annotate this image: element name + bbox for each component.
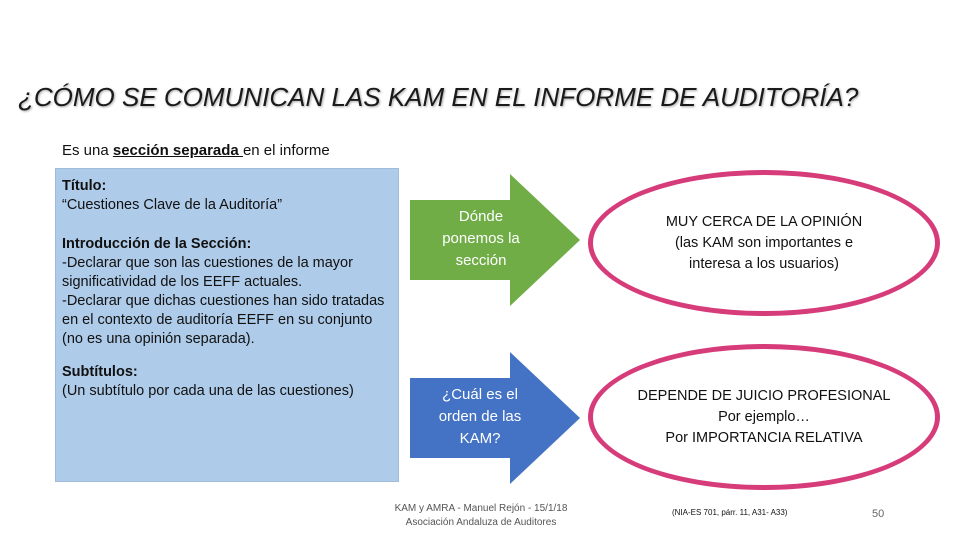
footer-line-2: Asociación Andaluza de Auditores [405, 517, 557, 528]
footer-line-1: KAM y AMRA - Manuel Rejón - 15/1/18 [394, 503, 568, 514]
order-arrow [410, 352, 580, 484]
section-intro-label: Introducción de la Sección: [62, 236, 252, 252]
slide-subtitle [62, 142, 330, 159]
subtitle-suffix: en el informe [242, 142, 330, 159]
where-arrow-label: Dónde ponemos la sección [442, 208, 520, 269]
section-subtitles-text: (Un subtítulo por cada una de las cuestiones) [62, 383, 354, 399]
section-subtitles-block [62, 363, 392, 401]
section-intro-text: -Declarar que son las cuestiones de la mayor significatividad de los EEFF actuales. -Declarar que dichas cuestiones han sido tratadas en el contexto de auditoría EEFF en su conjunto (no es una opinión separada). [62, 255, 385, 347]
where-arrow [410, 174, 580, 306]
report-structure-box [55, 168, 399, 482]
subtitle-prefix: Es una [62, 142, 113, 159]
section-title-text: “Cuestiones Clave de la Auditoría” [62, 197, 283, 213]
order-arrow-label: ¿Cuál es el orden de las KAM? [438, 386, 522, 447]
section-title-block [62, 177, 392, 215]
slide-title: ¿CÓMO SE COMUNICAN LAS KAM EN EL INFORME DE AUDITORÍA? [18, 82, 859, 112]
near-opinion-text: MUY CERCA DE LA OPINIÓN (las KAM son importantes e interesa a los usuarios) [665, 213, 863, 272]
section-title-label: Título: [62, 178, 107, 194]
professional-judgement-ellipse [588, 344, 940, 490]
section-subtitles-label: Subtítulos: [62, 364, 138, 380]
page-number: 50 [872, 508, 885, 520]
section-intro-block [62, 235, 392, 349]
subtitle-underlined: sección separada [112, 142, 243, 159]
near-opinion-ellipse [588, 170, 940, 316]
slide-footer [376, 502, 586, 530]
standard-reference: (NIA-ES 701, párr. 11, A31- A33) [672, 508, 788, 517]
professional-judgement-text: DEPENDE DE JUICIO PROFESIONAL Por ejemplo… Por IMPORTANCIA RELATIVA [637, 387, 891, 446]
